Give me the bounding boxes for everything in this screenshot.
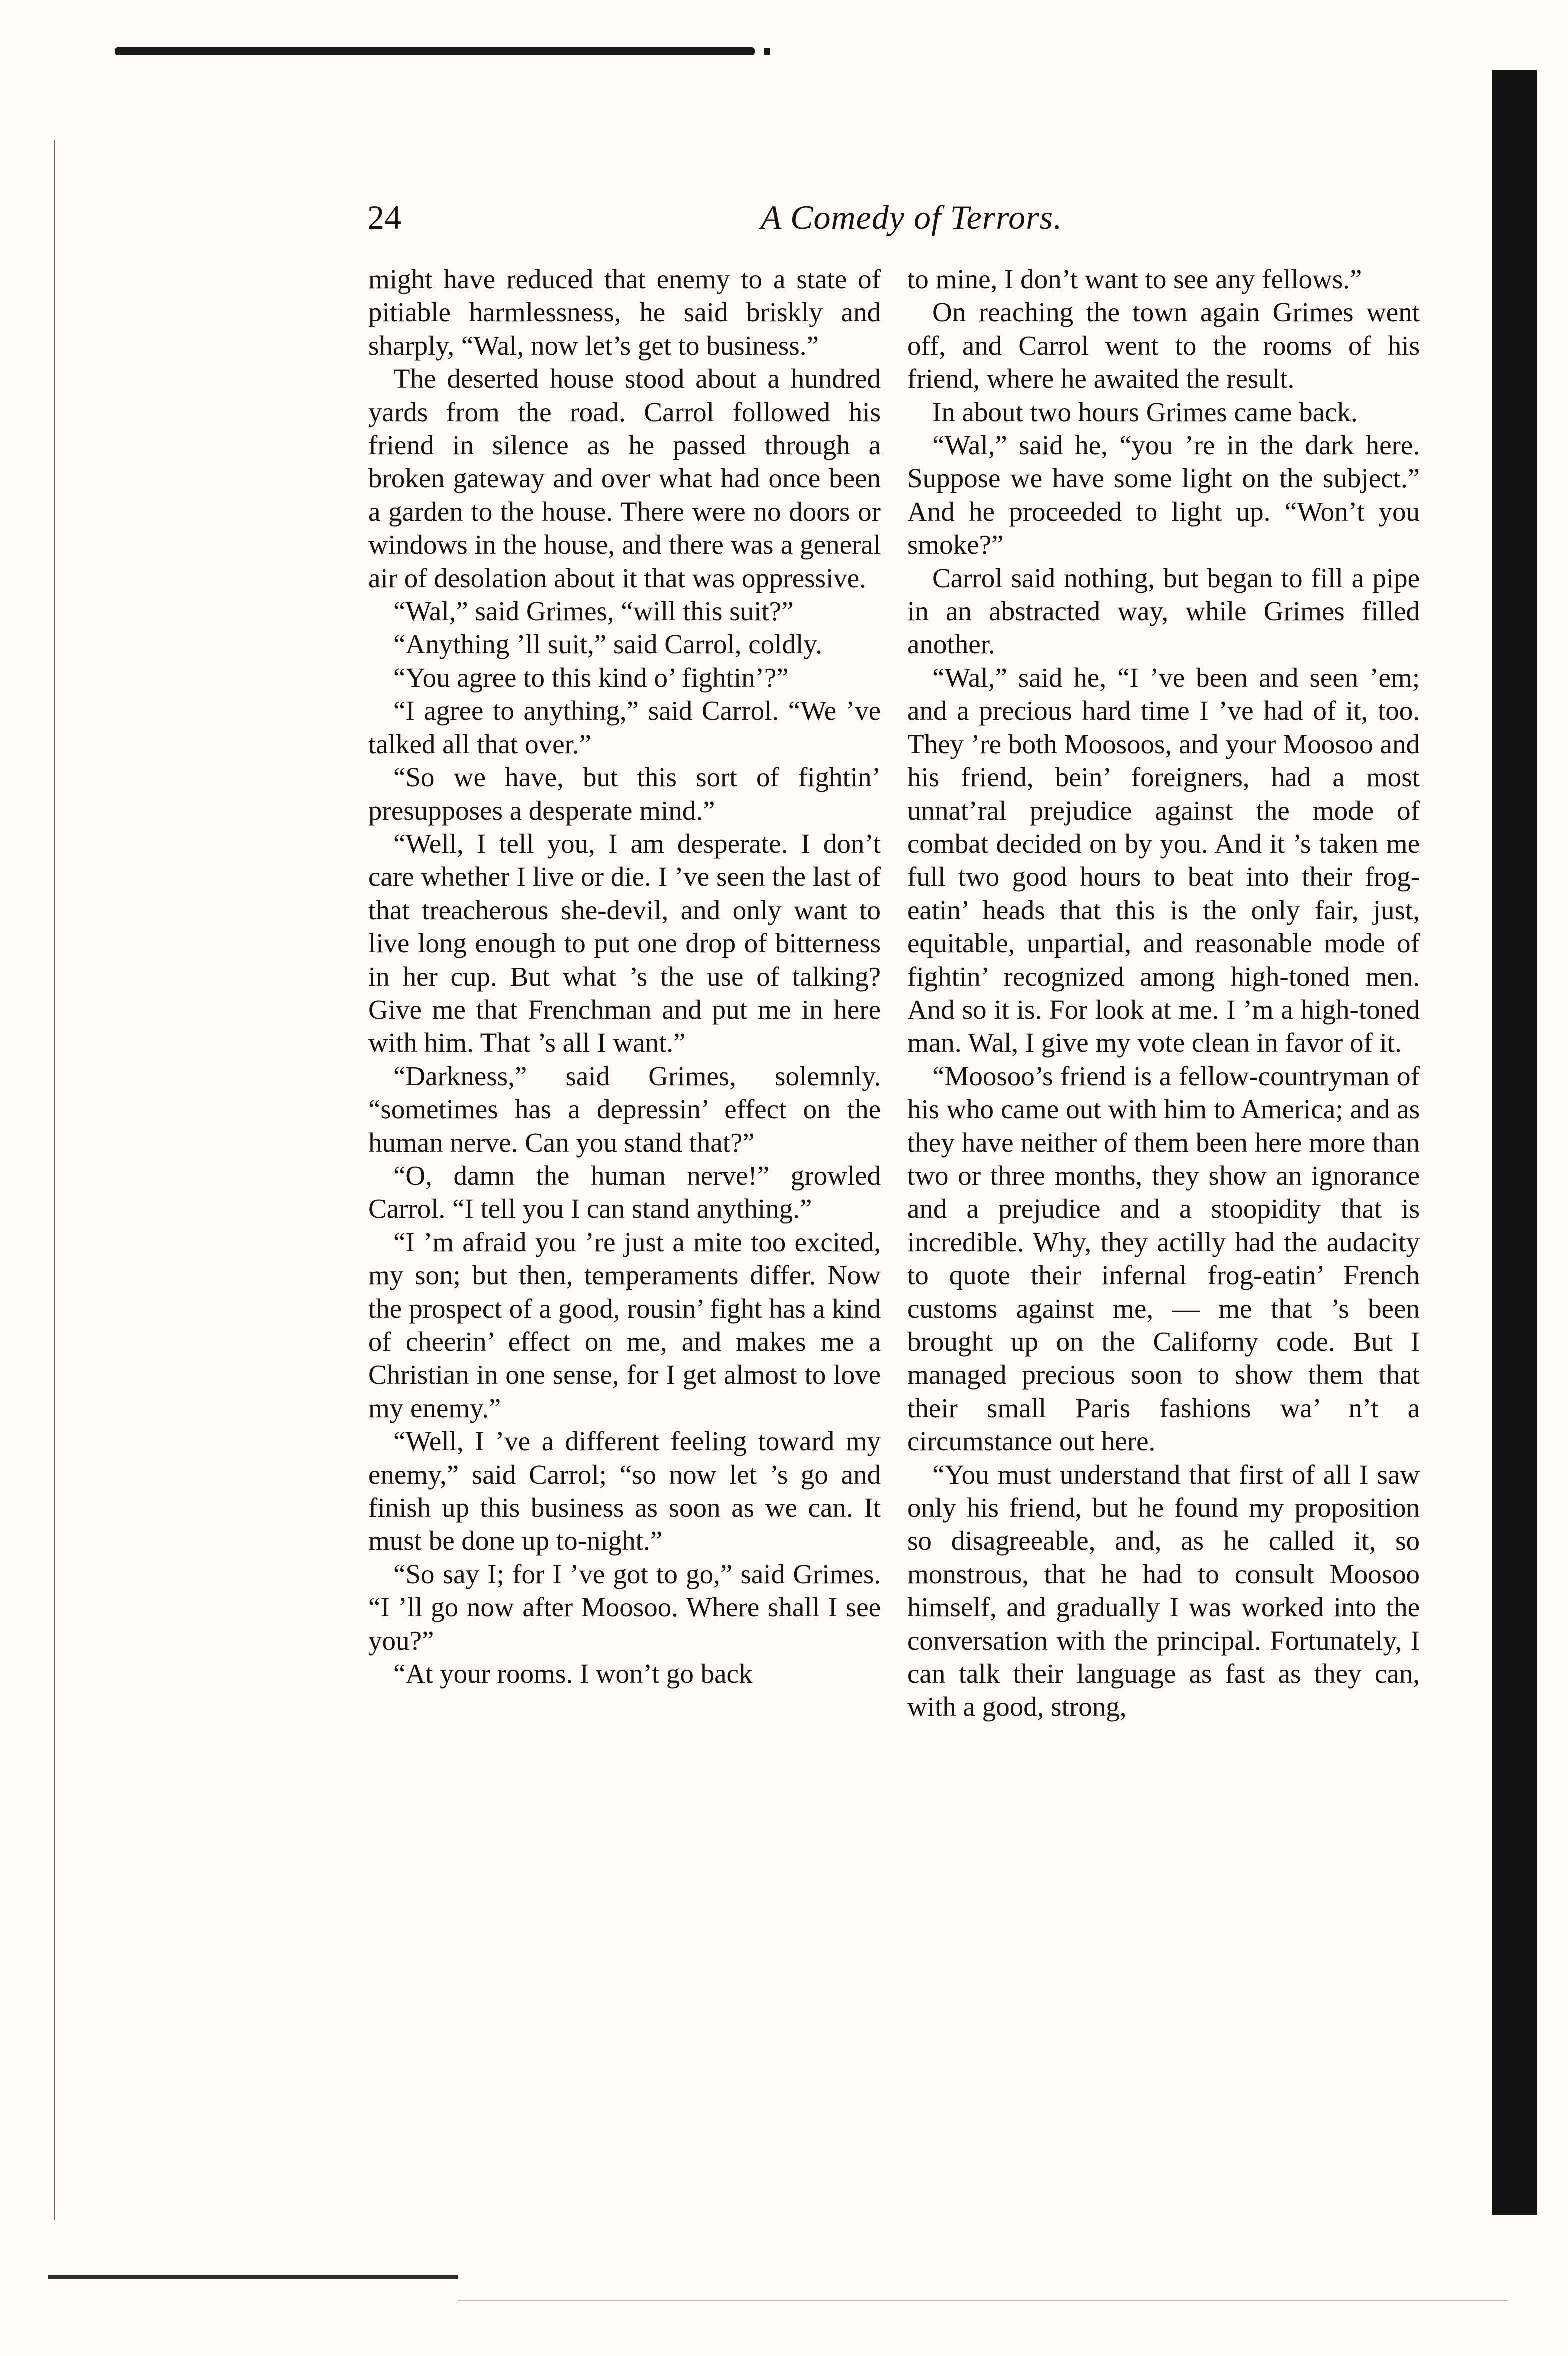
paragraph: “So we have, but this sort of fightin’ presupposes a desperate mind.” <box>368 762 881 826</box>
paragraph: “You must understand that first of all I saw only his friend, but he found my proposition so disagreeable, and, as he called it, so monstrous, that he had to consult Moosoo himself, and gradually I was worked into the conversation with the principal. Fortunately, I can talk their language as fast as they can, with a good, strong, <box>907 1459 1420 1722</box>
paragraph: “I agree to anything,” said Carrol. “We ’ve talked all that over.” <box>368 695 881 759</box>
paragraph: “Well, I ’ve a different feeling toward my enemy,” said Carrol; “so now let ’s go and finish up this business as soon as we can. It must be done up to-night.” <box>368 1426 881 1556</box>
paragraph: On reaching the town again Grimes went off, and Carrol went to the rooms of his friend, where he awaited the result. <box>907 297 1420 394</box>
scan-border-left <box>54 140 55 2220</box>
paragraph: Carrol said nothing, but began to fill a pipe in an abstracted way, while Grimes filled another. <box>907 562 1420 660</box>
paragraph: “O, damn the human nerve!” growled Carrol. “I tell you I can stand anything.” <box>368 1160 881 1224</box>
paragraph: “Wal,” said Grimes, “will this suit?” <box>393 596 794 627</box>
paragraph: “So say I; for I ’ve got to go,” said Grimes. “I ’ll go now after Moosoo. Where shall I see you?” <box>368 1558 881 1656</box>
scan-border-top <box>115 47 755 55</box>
paragraph: The deserted house stood about a hundred yards from the road. Carrol followed his friend in silence as he passed through a broken gateway and over what had once been a garden to the house. There were no doors or windows in the house, and there was a general air of desolation about it that was oppressive. <box>368 363 881 593</box>
paragraph: might have reduced that enemy to a state of pitiable harmlessness, he said briskly and sharply, “Wal, now let’s get to business.” <box>368 264 881 361</box>
running-title: A Comedy of Terrors. <box>760 198 1062 236</box>
paragraph: to mine, I don’t want to see any fellows.” <box>907 264 1362 294</box>
paragraph: In about two hours Grimes came back. <box>932 396 1358 427</box>
text-column-left <box>368 263 881 1690</box>
scan-border-bottom <box>458 2300 1508 2301</box>
page-number: 24 <box>367 198 401 236</box>
paragraph: “You agree to this kind o’ fightin’?” <box>393 662 789 693</box>
paragraph: “Darkness,” said Grimes, solemnly. “sometimes has a depressin’ effect on the human nerve. Can you stand that?” <box>368 1060 881 1158</box>
scan-border-mark <box>764 48 770 55</box>
paragraph: “Wal,” said he, “you ’re in the dark here. Suppose we have some light on the subject.” And he proceeded to light up. “Won’t you smoke?” <box>907 430 1420 560</box>
paragraph: “I ’m afraid you ’re just a mite too excited, my son; but then, temperaments differ. Now the prospect of a good, rousin’ fight has a kind of cheerin’ effect on me, and makes me a Christian in one sense, for I get almost to love my enemy.” <box>368 1226 881 1423</box>
paragraph: “Wal,” said he, “I ’ve been and seen ’em; and a precious hard time I ’ve had of it, too. They ’re both Moosoos, and your Moosoo and his friend, bein’ foreigners, had a most unnat’ral prejudice against the mode of combat decided on by you. And it ’s taken me full two good hours to beat into their frog-eatin’ heads that this is the only fair, just, equitable, unpartial, and reasonable mode of fightin’ recognized among high-toned men. And so it is. For look at me. I ’m a high-toned man. Wal, I give my vote clean in favor of it. <box>907 662 1420 1058</box>
text-column-right <box>907 263 1420 1724</box>
running-head <box>367 190 1062 245</box>
scan-border-bottom-left <box>48 2275 458 2279</box>
paragraph: “At your rooms. I won’t go back <box>393 1658 753 1689</box>
scan-border-right <box>1492 70 1537 2215</box>
paragraph: “Well, I tell you, I am desperate. I don’t care whether I live or die. I ’ve seen the last of that treacherous she-devil, and only want to live long enough to put one drop of bitterness in her cup. But what ’s the use of talking? Give me that Frenchman and put me in here with him. That ’s all I want.” <box>368 828 881 1058</box>
paragraph: “Moosoo’s friend is a fellow-countryman of his who came out with him to America; and as they have neither of them been here more than two or three months, they show an ignorance and a prejudice and a stoopidity that is incredible. Why, they actilly had the audacity to quote their infernal frog-eatin’ French customs against me, — me that ’s been brought up on the Californy code. But I managed precious soon to show them that their small Paris fashions wa’ n’t a circumstance out here. <box>907 1060 1420 1457</box>
paragraph: “Anything ’ll suit,” said Carrol, coldly. <box>393 629 822 660</box>
